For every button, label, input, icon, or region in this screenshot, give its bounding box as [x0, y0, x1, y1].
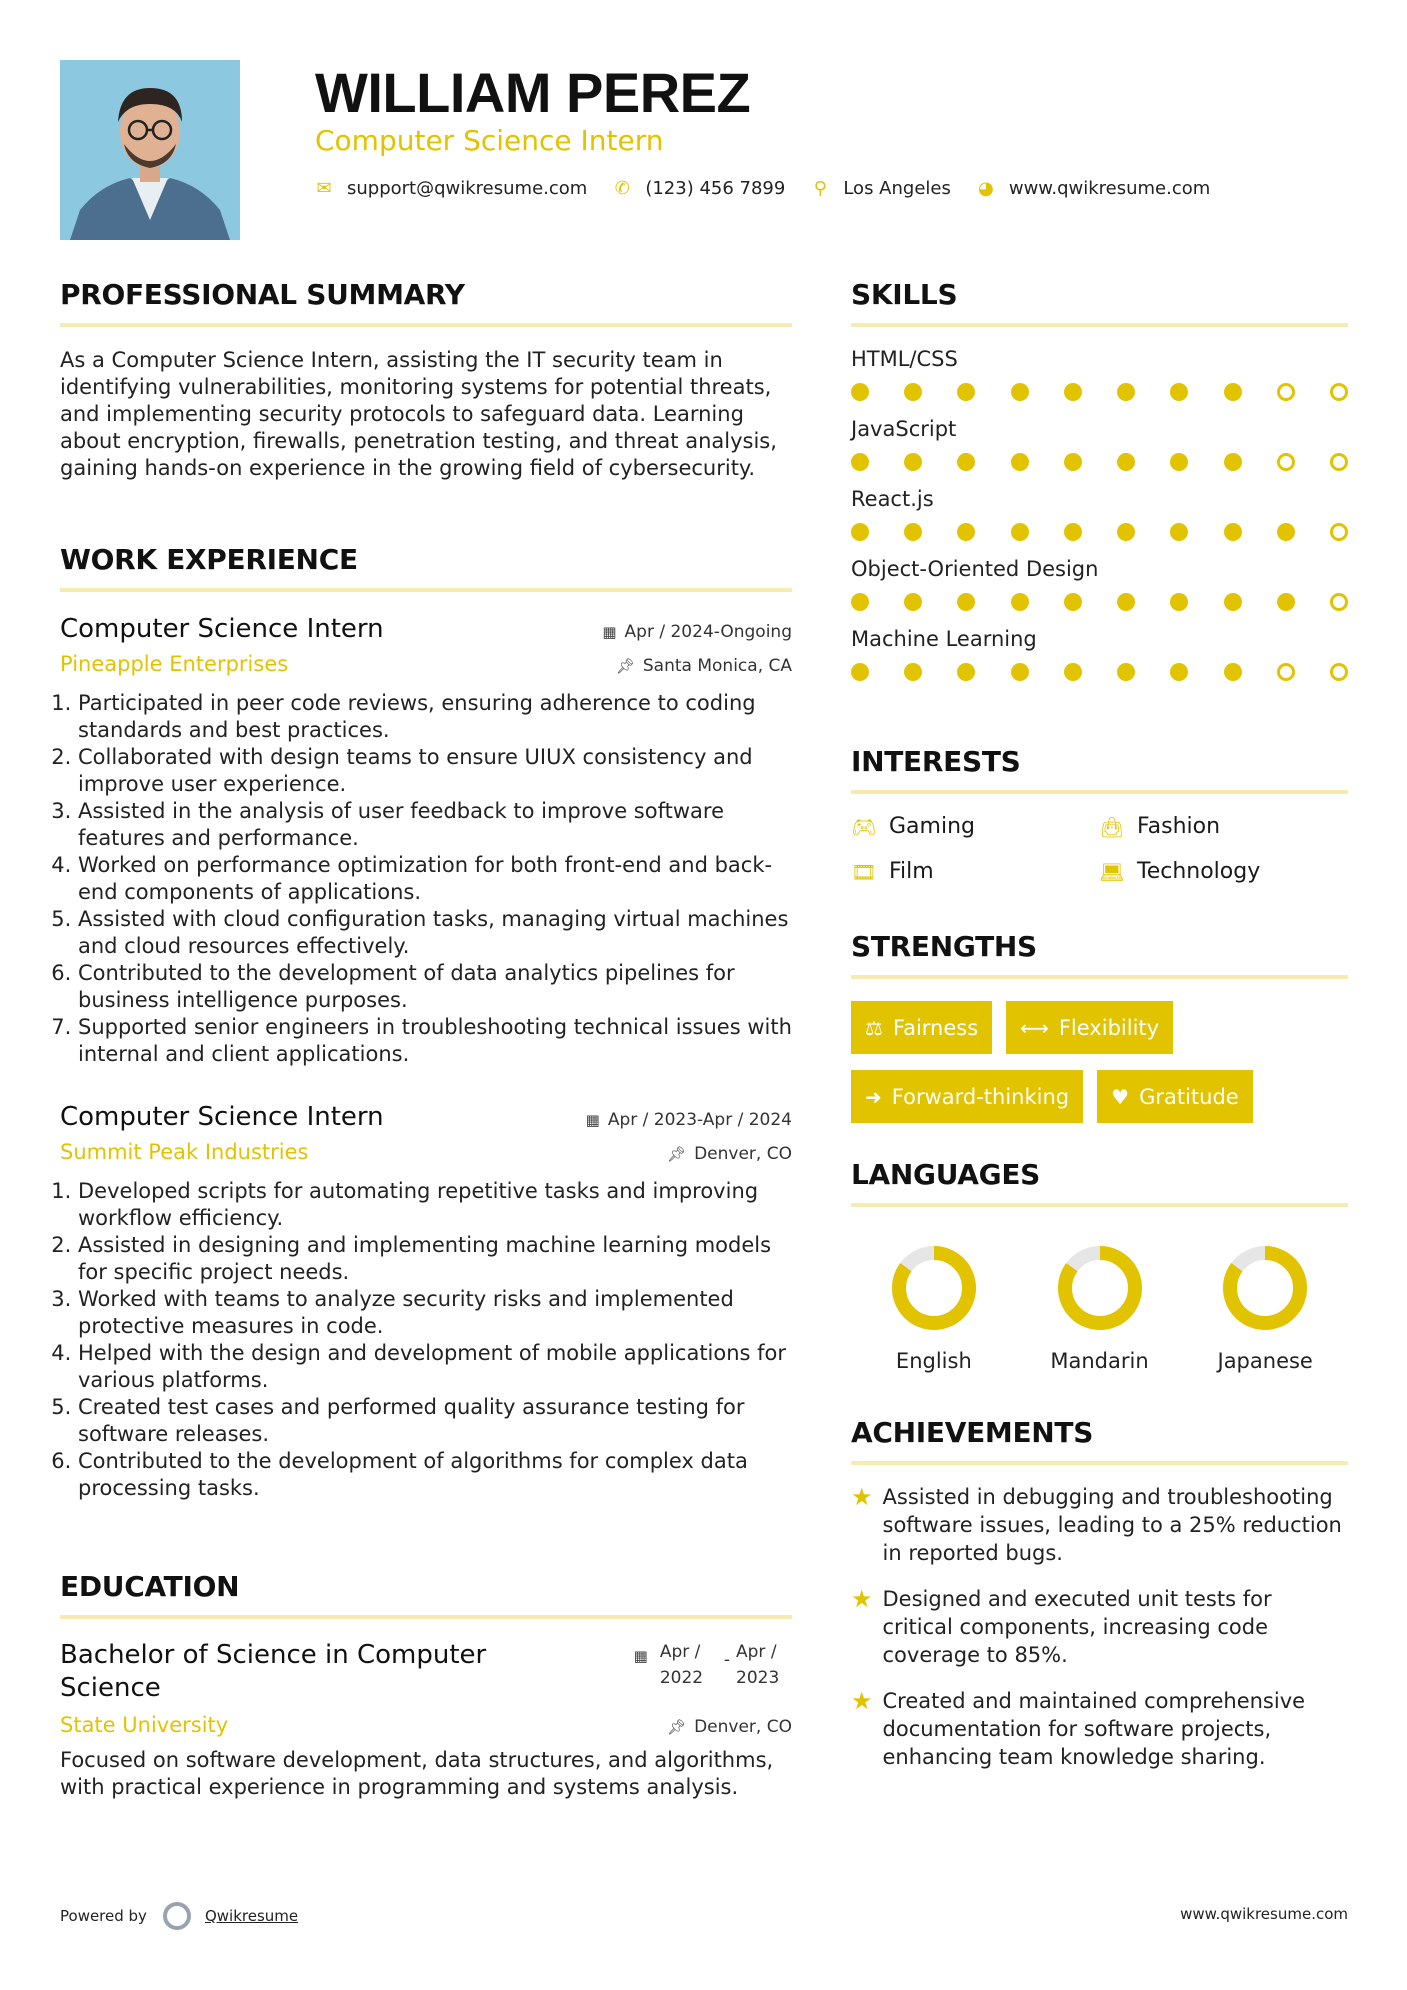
gamepad-icon: 🎮︎: [851, 814, 877, 839]
powered-by-label: Powered by: [60, 1907, 147, 1925]
strength-chip: [851, 1001, 992, 1054]
job-dates: Apr / 2024-Ongoing: [624, 622, 792, 642]
rating-dot-empty: [1330, 663, 1348, 681]
skill-name: HTML/CSS: [851, 347, 958, 371]
rating-dot-filled: [1064, 523, 1082, 541]
shopping-bag-icon: 👜︎: [1099, 814, 1125, 839]
edu-location: Denver, CO: [694, 1717, 792, 1737]
language-ring: [889, 1243, 979, 1333]
footer-powered: [60, 1902, 298, 1930]
section-divider: [851, 1203, 1348, 1207]
contact-email[interactable]: support@qwikresume.com: [347, 178, 588, 199]
rating-dot-filled: [1277, 593, 1295, 611]
list-item: 2. Collaborated with design teams to ensure UIUX consistency and improve user experience.: [78, 744, 792, 798]
rating-dot-filled: [1011, 383, 1029, 401]
languages-section: [851, 1158, 1348, 1373]
achievement-item: [851, 1483, 1348, 1567]
list-item: 1. Developed scripts for automating repetitive tasks and improving workflow efficiency.: [78, 1178, 792, 1232]
skill-name: React.js: [851, 487, 934, 511]
section-divider: [851, 323, 1348, 327]
rating-dot-filled: [904, 663, 922, 681]
job-bullets: [60, 690, 792, 1068]
language-item: [1182, 1243, 1348, 1373]
list-item: 4. Worked on performance optimization for both front-end and back-end components of applications.: [78, 852, 792, 906]
rating-dot-filled: [1170, 523, 1188, 541]
skill-rating: [851, 383, 1348, 401]
list-item: 3. Assisted in the analysis of user feedback to improve software features and performance.: [78, 798, 792, 852]
strength-label: Forward-thinking: [891, 1084, 1070, 1109]
list-item: 6. Contributed to the development of algorithms for complex data processing tasks.: [78, 1448, 792, 1502]
calendar-icon: ▦: [633, 1647, 648, 1665]
rating-dot-filled: [957, 453, 975, 471]
rating-dot-filled: [1064, 383, 1082, 401]
film-icon: 🎞︎: [851, 859, 877, 884]
strength-label: Flexibility: [1058, 1015, 1160, 1040]
interest-label: Gaming: [889, 814, 975, 839]
rating-dot-filled: [1064, 593, 1082, 611]
rating-dot-empty: [1330, 383, 1348, 401]
rating-dot-filled: [1224, 593, 1242, 611]
skill-name: Machine Learning: [851, 627, 1037, 651]
skill-item: [851, 347, 1348, 401]
section-title: LANGUAGES: [851, 1158, 1041, 1191]
language-label: Japanese: [1217, 1349, 1313, 1373]
skills-list: [851, 347, 1348, 681]
rating-dot-filled: [1170, 453, 1188, 471]
skill-item: [851, 557, 1348, 611]
achievement-item: [851, 1687, 1348, 1771]
rating-dot-filled: [1117, 593, 1135, 611]
job-entry: [60, 614, 792, 1068]
laptop-icon: 💻︎: [1099, 859, 1125, 884]
rating-dot-filled: [1170, 663, 1188, 681]
section-divider: [60, 1615, 792, 1619]
list-item: 1. Participated in peer code reviews, ensuring adherence to coding standards and best practices.: [78, 690, 792, 744]
rating-dot-filled: [1117, 453, 1135, 471]
rating-dot-empty: [1330, 453, 1348, 471]
list-item: 3. Worked with teams to analyze security risks and implemented protective measures in code.: [78, 1286, 792, 1340]
job-location: Santa Monica, CA: [642, 656, 792, 676]
pin-icon: 📌︎: [615, 657, 635, 675]
rating-dot-filled: [1224, 383, 1242, 401]
list-item: 6. Contributed to the development of data analytics pipelines for business intelligence purposes.: [78, 960, 792, 1014]
email-icon: ✉: [316, 178, 332, 199]
job-location: Denver, CO: [694, 1144, 792, 1164]
rating-dot-filled: [957, 663, 975, 681]
rating-dot-filled: [904, 523, 922, 541]
list-item: 4. Helped with the design and development of mobile applications for various platforms.: [78, 1340, 792, 1394]
skill-item: [851, 417, 1348, 471]
section-divider: [851, 1461, 1348, 1465]
trophy-star-icon: ★: [851, 1483, 873, 1511]
calendar-icon: ▦: [602, 623, 617, 641]
profile-photo: [60, 60, 240, 240]
strength-chip: [1006, 1001, 1173, 1054]
rating-dot-filled: [851, 383, 869, 401]
summary-section: [60, 278, 792, 482]
rating-dot-filled: [1224, 663, 1242, 681]
date-separator: -: [723, 1650, 730, 1670]
contact-bar: [315, 178, 1236, 199]
rating-dot-filled: [1011, 593, 1029, 611]
strength-label: Gratitude: [1139, 1084, 1239, 1109]
globe-icon: ◕: [977, 178, 994, 199]
balance-scale-icon: ⚖: [865, 1015, 883, 1040]
skill-rating: [851, 453, 1348, 471]
contact-website[interactable]: www.qwikresume.com: [1008, 178, 1211, 199]
rating-dot-filled: [957, 593, 975, 611]
degree-title: Bachelor of Science in Computer Science: [60, 1640, 487, 1703]
list-item: 7. Supported senior engineers in troubleshooting technical issues with internal and client applications.: [78, 1014, 792, 1068]
calendar-icon: ▦: [585, 1111, 600, 1129]
interest-item: [851, 814, 1099, 839]
skill-item: [851, 487, 1348, 541]
candidate-name: WILLIAM PEREZ: [315, 61, 751, 124]
skill-rating: [851, 523, 1348, 541]
section-divider: [851, 975, 1348, 979]
rating-dot-filled: [1011, 453, 1029, 471]
rating-dot-filled: [1011, 523, 1029, 541]
trophy-star-icon: ★: [851, 1687, 873, 1715]
skill-name: Object-Oriented Design: [851, 557, 1099, 581]
strength-chip: [851, 1070, 1083, 1123]
edu-start-date: Apr / 2022: [659, 1642, 704, 1688]
rating-dot-filled: [1117, 383, 1135, 401]
languages-list: [851, 1243, 1348, 1373]
list-item: 2. Assisted in designing and implementing machine learning models for specific project needs.: [78, 1232, 792, 1286]
rating-dot-filled: [957, 383, 975, 401]
contact-location: Los Angeles: [843, 178, 951, 199]
achievement-item: [851, 1585, 1348, 1669]
rating-dot-filled: [851, 453, 869, 471]
rating-dot-empty: [1330, 523, 1348, 541]
rating-dot-filled: [1224, 453, 1242, 471]
company-name: Summit Peak Industries: [60, 1140, 309, 1164]
location-icon: ⚲: [813, 178, 827, 199]
rating-dot-empty: [1330, 593, 1348, 611]
rating-dot-filled: [904, 383, 922, 401]
rating-dot-empty: [1277, 383, 1295, 401]
rating-dot-empty: [1277, 663, 1295, 681]
language-ring: [1220, 1243, 1310, 1333]
list-item: 5. Created test cases and performed quality assurance testing for software releases.: [78, 1394, 792, 1448]
section-title: PROFESSIONAL SUMMARY: [60, 278, 465, 311]
edu-end-date: Apr / 2023: [736, 1642, 780, 1688]
rating-dot-filled: [904, 453, 922, 471]
section-divider: [60, 588, 792, 592]
interest-label: Film: [889, 859, 934, 884]
school-name: State University: [60, 1713, 229, 1737]
language-label: English: [895, 1349, 972, 1373]
brand-link[interactable]: Qwikresume: [204, 1907, 299, 1925]
section-title: INTERESTS: [851, 745, 1021, 778]
summary-text: As a Computer Science Intern, assisting the IT security team in identifying vulnerabilities, monitoring systems for potential threats, and implementing security protocols to safeguard data. Learning about encryption, firewalls, penetration testing, and threat analysis, gaining hands-on experience in the growing field of cybersecurity.: [60, 348, 777, 480]
job-entry: [60, 1102, 792, 1502]
strengths-section: [851, 930, 1348, 1123]
rating-dot-filled: [1170, 383, 1188, 401]
rating-dot-filled: [1224, 523, 1242, 541]
job-title: Computer Science Intern: [60, 1102, 384, 1132]
language-item: [851, 1243, 1017, 1373]
section-title: SKILLS: [851, 278, 958, 311]
section-title: STRENGTHS: [851, 930, 1037, 963]
language-ring: [1055, 1243, 1145, 1333]
achievement-text: Designed and executed unit tests for critical components, increasing code coverage to 85%.: [882, 1587, 1272, 1667]
work-section: [60, 543, 792, 1502]
achievement-text: Assisted in debugging and troubleshooting software issues, leading to a 25% reduction in reported bugs.: [882, 1485, 1342, 1565]
skills-section: [851, 278, 1348, 681]
interests-section: [851, 745, 1348, 884]
rating-dot-filled: [1117, 523, 1135, 541]
phone-icon: ✆: [614, 178, 630, 199]
rating-dot-filled: [1011, 663, 1029, 681]
company-name: Pineapple Enterprises: [60, 652, 289, 676]
trophy-star-icon: ★: [851, 1585, 873, 1613]
rating-dot-filled: [1170, 593, 1188, 611]
job-dates: Apr / 2023-Apr / 2024: [607, 1110, 792, 1130]
interest-item: [1099, 814, 1347, 839]
interest-item: [851, 859, 1099, 884]
rating-dot-filled: [851, 523, 869, 541]
pin-icon: 📌︎: [667, 1145, 687, 1163]
rating-dot-filled: [851, 663, 869, 681]
skill-rating: [851, 593, 1348, 611]
heart-icon: ♥: [1111, 1084, 1130, 1109]
achievement-text: Created and maintained comprehensive documentation for software projects, enhancing team knowledge sharing.: [882, 1689, 1306, 1769]
rating-dot-filled: [1064, 453, 1082, 471]
rating-dot-filled: [957, 523, 975, 541]
rating-dot-filled: [851, 593, 869, 611]
skill-name: JavaScript: [851, 417, 957, 441]
education-section: [60, 1570, 792, 1801]
section-divider: [851, 790, 1348, 794]
rating-dot-filled: [1117, 663, 1135, 681]
interest-label: Technology: [1137, 859, 1261, 884]
rating-dot-filled: [1064, 663, 1082, 681]
achievements-section: [851, 1416, 1348, 1771]
strength-label: Fairness: [892, 1015, 979, 1040]
arrow-right-icon: ➜: [865, 1084, 882, 1109]
rating-dot-filled: [904, 593, 922, 611]
rating-dot-empty: [1277, 453, 1295, 471]
candidate-role: Computer Science Intern: [315, 124, 664, 157]
job-title: Computer Science Intern: [60, 614, 384, 644]
rating-dot-filled: [1277, 523, 1295, 541]
qwikresume-logo-icon: [163, 1902, 191, 1930]
interest-item: [1099, 859, 1347, 884]
language-label: Mandarin: [1050, 1349, 1149, 1373]
contact-phone[interactable]: (123) 456 7899: [645, 178, 786, 199]
section-title: ACHIEVEMENTS: [851, 1416, 1094, 1449]
education-text: Focused on software development, data structures, and algorithms, with practical experience in programming and systems analysis.: [60, 1748, 774, 1799]
interest-label: Fashion: [1137, 814, 1221, 839]
strength-chip: [1097, 1070, 1253, 1123]
language-item: [1017, 1243, 1183, 1373]
list-item: 5. Assisted with cloud configuration tasks, managing virtual machines and cloud resources effectively.: [78, 906, 792, 960]
job-bullets: [60, 1178, 792, 1502]
section-divider: [60, 323, 792, 327]
skill-item: [851, 627, 1348, 681]
arrows-horizontal-icon: ⟷: [1020, 1015, 1049, 1040]
pin-icon: 📌︎: [667, 1718, 687, 1736]
section-title: WORK EXPERIENCE: [60, 543, 358, 576]
footer-url[interactable]: www.qwikresume.com: [1180, 1905, 1348, 1923]
section-title: EDUCATION: [60, 1570, 240, 1603]
skill-rating: [851, 663, 1348, 681]
